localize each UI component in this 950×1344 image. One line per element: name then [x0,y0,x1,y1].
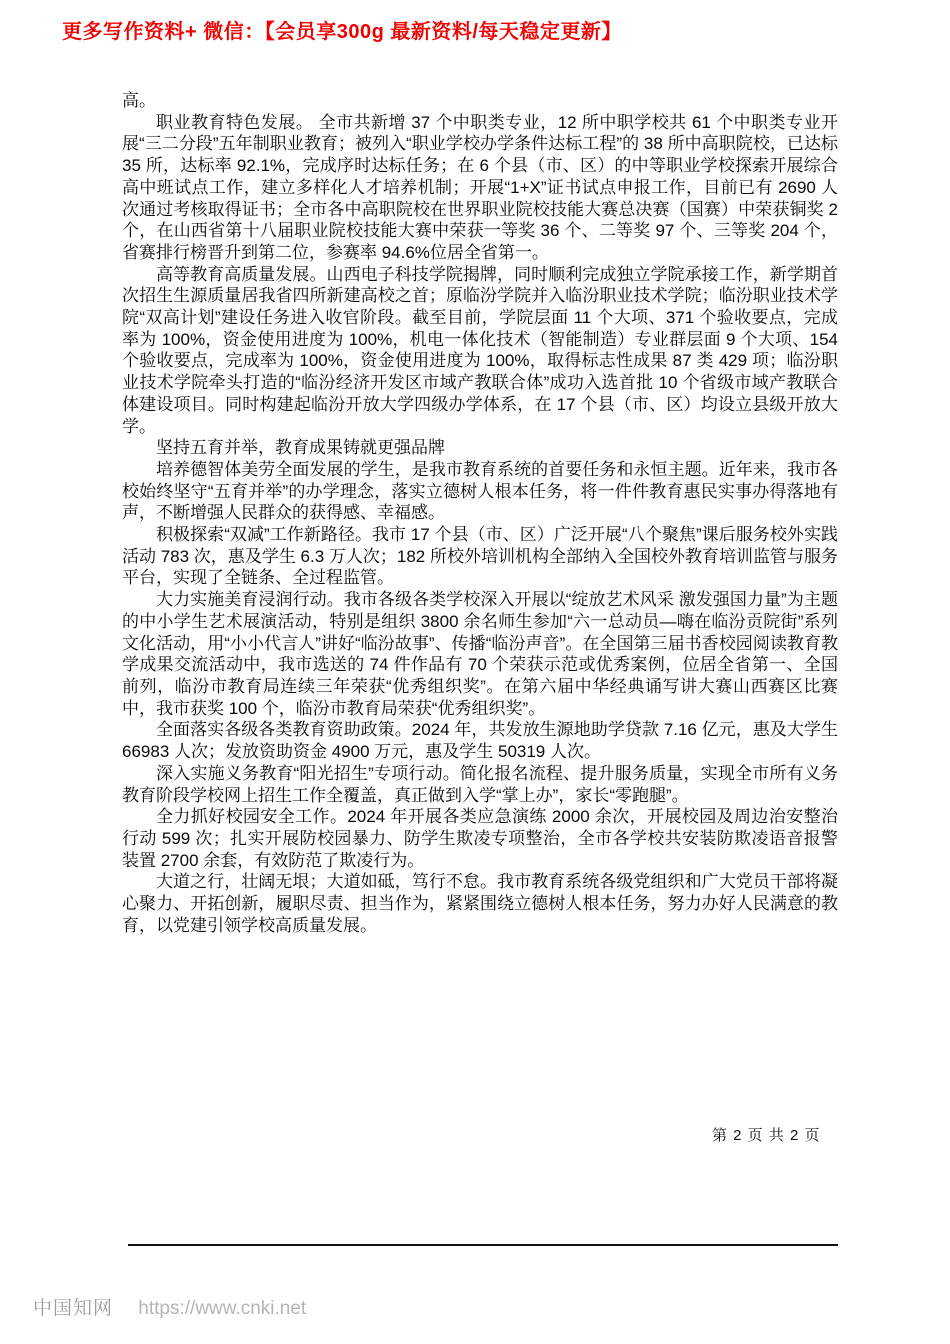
paragraph: 全力抓好校园安全工作。2024 年开展各类应急演练 2000 余次，开展校园及周边治安整治行动 599 次；扎实开展防校园暴力、防学生欺凌专项整治，全市各学校共安装防欺凌语音报警装置 2700 余套，有效防范了欺凌行为。 [122,807,838,870]
paragraph: 积极探索“双减”工作新路径。我市 17 个县（市、区）广泛开展“八个聚焦”课后服务校外实践活动 783 次，惠及学生 6.3 万人次；182 所校外培训机构全部纳入全国校外教育培训监管与服务平台，实现了全链条、全过程监管。 [122,525,838,588]
footer-divider [128,1244,838,1246]
paragraph: 深入实施义务教育“阳光招生”专项行动。简化报名流程、提升服务质量，实现全市所有义务教育阶段学校网上招生工作全覆盖，真正做到入学“掌上办”，家长“零跑腿”。 [122,763,838,805]
paragraph: 培养德智体美劳全面发展的学生，是我市教育系统的首要任务和永恒主题。近年来，我市各校始终坚守“五育并举”的办学理念，落实立德树人根本任务，将一件件教育惠民实事办得落地有声，不断增强人民群众的获得感、幸福感。 [122,459,838,523]
paragraph: 高等教育高质量发展。山西电子科技学院揭牌，同时顺利完成独立学院承接工作，新学期首次招生生源质量居我省四所新建高校之首；原临汾学院并入临汾职业技术学院；临汾职业技术学院“双高计划”建设任务进入收官阶段。截至目前，学院层面 11 个大项、371 个验收要点，完成率为 100%，资金使用进度为 100%，机电一体化技术（智能制造）专业群层面 9 个大项、154 个验收要点，完成率为 100%，资金使用进度为 100%，取得标志性成果 87 类 429 项；临汾职业技术学院牵头打造的“临汾经济开发区市域产教联合体”成功入选首批 10 个省级市域产教联合体建设项目。同时构建起临汾开放大学四级办学体系，在 17 个县（市、区）均设立县级开放大学。 [122,264,838,436]
paragraph: 全面落实各级各类教育资助政策。2024 年，共发放生源地助学贷款 7.16 亿元，惠及大学生 66983 人次；发放资助资金 4900 万元，惠及学生 50319 人次。 [122,720,838,762]
promo-banner: 更多写作资料+ 微信：【会员享300g 最新资料/每天稳定更新】 [62,21,622,43]
paragraph: 职业教育特色发展。 全市共新增 37 个中职类专业，12 所中职学校共 61 个中职类专业开展“三二分段”五年制职业教育；被列入“职业学校办学条件达标工程”的 38 所中高职院校，已达标 35 所，达标率 92.1%，完成序时达标任务；在 6 个县（市、区）的中等职业学校探索开展综合高中班试点工作，建立多样化人才培养机制；开展“1+X”证书试点申报工作，目前已有 2690 人次通过考核取得证书；全市各中高职院校在世界职业院校技能大赛总决赛（国赛）中荣获铜奖 2 个，在山西省第十八届职业院校技能大赛中荣获一等奖 36 个、二等奖 97 个、三等奖 204 个，省赛排行榜晋升到第二位，参赛率 94.6%位居全省第一。 [122,112,838,262]
watermark [33,1293,306,1320]
paragraph: 高。 [122,91,156,110]
paragraph: 大道之行，壮阔无垠；大道如砥，笃行不怠。我市教育系统各级党组织和广大党员干部将凝心聚力、开拓创新，履职尽责、担当作为，紧紧围绕立德树人根本任务，努力办好人民满意的教育，以党建引领学校高质量发展。 [122,872,838,935]
document-body [122,90,838,936]
page-number: 第 2 页 共 2 页 [712,1127,821,1144]
cnki-logo-text: 中国知网 [33,1298,114,1319]
paragraph: 大力实施美育浸润行动。我市各级各类学校深入开展以“绽放艺术风采 激发强国力量”为主题的中小学生艺术展演活动，特别是组织 3800 余名师生参加“六一总动员—嗨在临汾贡院街”系列文化活动，用“小小代言人”讲好“临汾故事”、传播“临汾声音”。在全国第三届书香校园阅读教育教学成果交流活动中，我市选送的 74 件作品有 70 个荣获示范或优秀案例，位居全省第一、全国前列，临汾市教育局连续三年荣获“优秀组织奖”。在第六届中华经典诵写讲大赛山西赛区比赛中，我市获奖 100 个，临汾市教育局荣获“优秀组织奖”。 [122,590,838,718]
cnki-url-text: https://www.cnki.net [138,1298,307,1319]
paragraph: 坚持五育并举，教育成果铸就更强品牌 [156,438,445,458]
